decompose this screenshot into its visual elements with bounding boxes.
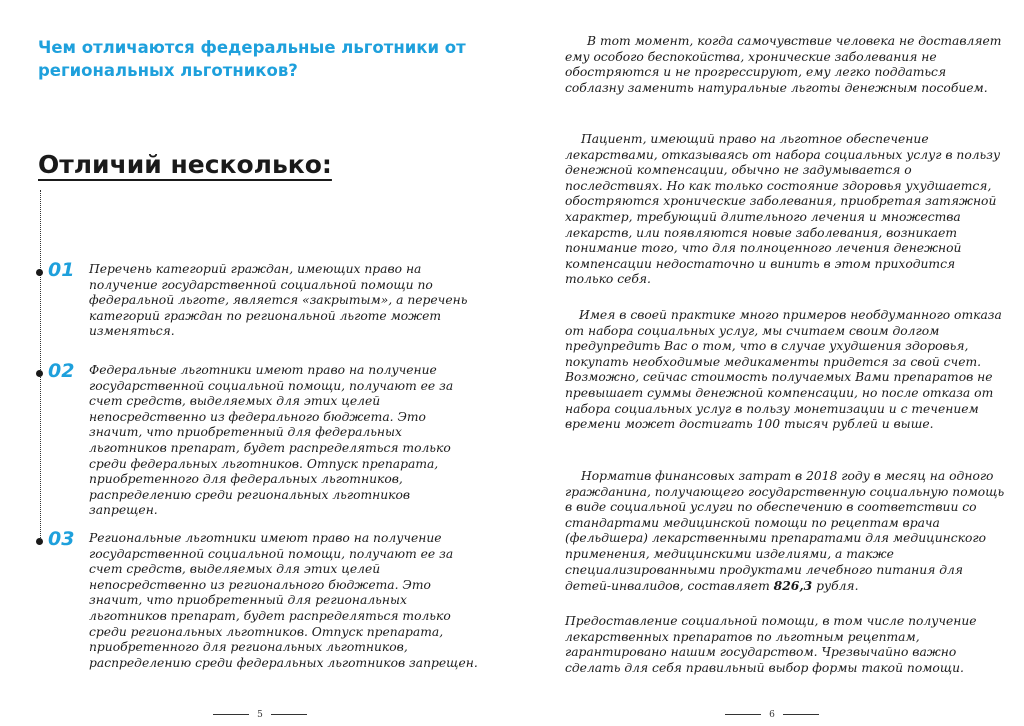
- norm-text-after: рубля.: [812, 579, 859, 594]
- paragraph: В тот момент, когда самочувствие человека не доставляет ему особого беспокойства, хронические заболевания не обостряются и не прогрессируют, ему легко поддаться соблазну заменить натуральные льготы денежным пособием.: [565, 34, 1002, 95]
- item-number: 01: [48, 259, 75, 281]
- paragraph: Пациент, имеющий право на льготное обеспечение лекарствами, отказываясь от набора социальных услуг в пользу денежной компенсации, обычно не задумывается о последствиях. Но как только состояние здоровья ухудшается, обостряются хронические заболевания, приобретая затяжной характер, требующий длительного лечения и множества лекарств, или появляются новые заболевания, возникает понимание того, что для полноценного лечения денежной компенсации недостаточно и винить в этом приходится только себя.: [565, 132, 1001, 287]
- item-text: Перечень категорий граждан, имеющих право на получение государственной социальной помощи по федеральной льготе, является «закрытым», а перечень категорий граждан по региональной льготе может изменяться.: [89, 262, 468, 339]
- item-text: Федеральные льготники имеют право на получение государственной социальной помощи, получают ее за счет средств, выделяемых для этих целей непосредственно из федерального бюджета. Это значит, что приобретенный для федеральных льготников препарат, будет распределяться только среди федеральных льготников. Отпуск препарата, приобретенного для федеральных льготников, распределению среди региональных льготников запрещен.: [89, 363, 454, 518]
- norm-paragraph: [565, 469, 1005, 595]
- dotted-timeline: [40, 190, 41, 538]
- paragraph: Имея в своей практике много примеров необдуманного отказа от набора социальных услуг, мы считаем своим долгом предупредить Вас о том, что в случае ухудшения здоровья, покупать необходимые медикаменты придется за свой счет. Возможно, сейчас стоимость получаемых Вами препаратов не превышает суммы денежной компенсации, но после отказа от набора социальных услуг в пользу монетизации и с течением времени может достигать 100 тысяч рублей и выше.: [565, 308, 1002, 432]
- bullet-dot: [36, 269, 43, 276]
- norm-text-before: Норматив финансовых затрат в 2018 году в месяц на одного гражданина, получающего государственную социальную помощь в виде социальной услуги по обеспечению в соответствии со стандартами медицинской помощи по рецептам врача (фельдшера) лекарственными препаратами для медицинского применения, медицинскими изделиями, а также специализированными продуктами лечебного питания для детей-инвалидов, составляет: [565, 469, 1005, 594]
- item-number: 03: [48, 528, 75, 550]
- final-paragraph: Предоставление социальной помощи, в том числе получение лекарственных препаратов по льготным рецептам, гарантировано нашим государством. Чрезвычайно важно сделать для себя правильный выбор формы такой помощи.: [565, 614, 977, 675]
- item-text: Региональные льготники имеют право на получение государственной социальной помощи, получают ее за счет средств, выделяемых для этих целей непосредственно из регионального бюджета. Это значит, что приобретенный для региональных льготников препарат, будет распределяться только среди региональных льготников. Отпуск препарата, приобретенного для региональных льготников, распределению среди федеральных льготников запрещен.: [89, 531, 478, 670]
- bullet-dot: [36, 538, 43, 545]
- item-number: 02: [48, 360, 75, 382]
- bullet-dot: [36, 370, 43, 377]
- sub-heading: Отличий несколько:: [38, 150, 332, 179]
- page-number: 5: [205, 710, 315, 720]
- norm-amount: 826,3: [773, 578, 813, 594]
- page-number: 6: [717, 710, 827, 720]
- question-title: Чем отличаются федеральные льготники от региональных льготников?: [38, 38, 466, 80]
- right-page: [512, 0, 1024, 726]
